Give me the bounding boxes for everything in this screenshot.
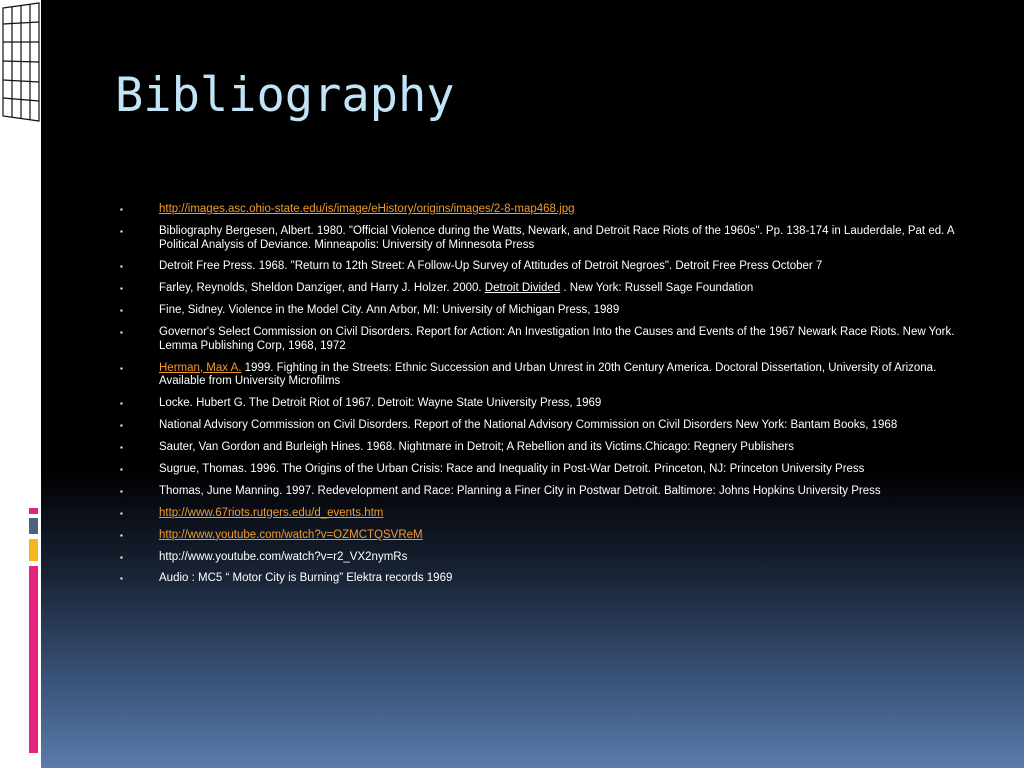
- reference-link[interactable]: http://www.67riots.rutgers.edu/d_events.htm: [159, 506, 384, 519]
- accent-bar-pink-small: [29, 508, 38, 514]
- bullet-icon: ▪: [120, 226, 123, 236]
- reference-item: [120, 304, 970, 318]
- reference-text-before: Farley, Reynolds, Sheldon Danziger, and Harry J. Holzer. 2000.: [159, 282, 485, 295]
- bullet-icon: ▪: [120, 284, 123, 294]
- reference-item: [120, 419, 970, 433]
- accent-bar-yellow: [29, 539, 38, 561]
- reference-item[interactable]: [120, 203, 970, 217]
- reference-item: [120, 441, 970, 455]
- reference-item: [120, 225, 970, 252]
- bullet-icon: ▪: [120, 421, 123, 431]
- reference-link[interactable]: http://www.youtube.com/watch?v=OZMCTQSVReM: [159, 528, 423, 541]
- reference-text: Locke. Hubert G. The Detroit Riot of 1967. Detroit: Wayne State University Press, 1969: [159, 397, 602, 410]
- bullet-icon: ▪: [120, 399, 123, 409]
- reference-text: Sauter, Van Gordon and Burleigh Hines. 1968. Nightmare in Detroit; A Rebellion and its Victims.Chicago: Regnery Publishers: [159, 441, 794, 454]
- bullet-icon: ▪: [120, 530, 123, 540]
- bullet-icon: ▪: [120, 262, 123, 272]
- reference-text: National Advisory Commission on Civil Disorders. Report of the National Advisory Commission on Civil Disorders New York: Bantam Books, 1968: [159, 419, 898, 432]
- accent-bar-gray: [29, 518, 38, 534]
- reference-item: [120, 551, 970, 565]
- bullet-icon: ▪: [120, 306, 123, 316]
- bullet-icon: ▪: [120, 552, 123, 562]
- bullet-icon: ▪: [120, 486, 123, 496]
- reference-text: Sugrue, Thomas. 1996. The Origins of the Urban Crisis: Race and Inequality in Post-War Detroit. Princeton, NJ: Princeton University Press: [159, 463, 865, 476]
- reference-item: [120, 397, 970, 411]
- reference-underlined-title: Detroit Divided: [484, 282, 561, 295]
- reference-item: [120, 485, 970, 499]
- accent-bar-pink-tall: [29, 566, 38, 753]
- reference-text: http://www.youtube.com/watch?v=r2_VX2nymRs: [159, 550, 408, 563]
- window-grid-icon: [1, 2, 41, 122]
- reference-item: [120, 362, 970, 389]
- reference-link[interactable]: Herman, Max A.: [159, 361, 242, 374]
- bullet-icon: ▪: [120, 328, 123, 338]
- bullet-icon: ▪: [120, 443, 123, 453]
- reference-item: [120, 463, 970, 477]
- bullet-icon: ▪: [120, 508, 123, 518]
- reference-item: [120, 572, 970, 586]
- reference-item: [120, 260, 970, 274]
- reference-text: Fine, Sidney. Violence in the Model City. Ann Arbor, MI: University of Michigan Press, 1989: [159, 304, 620, 317]
- bibliography-list: [120, 203, 970, 594]
- bullet-icon: ▪: [120, 363, 123, 373]
- reference-text: Audio : MC5 “ Motor City is Burning” Elektra records 1969: [159, 572, 453, 585]
- reference-item[interactable]: [120, 507, 970, 521]
- reference-link[interactable]: http://images.asc.ohio-state.edu/is/image/eHistory/origins/images/2-8-map468.jpg: [159, 203, 575, 215]
- reference-item[interactable]: [120, 529, 970, 543]
- bullet-icon: ▪: [120, 465, 123, 475]
- bullet-icon: ▪: [120, 574, 123, 584]
- reference-item: [120, 326, 970, 353]
- reference-text-after: 1999. Fighting in the Streets: Ethnic Succession and Urban Unrest in 20th Century America. Doctoral Dissertation, University of Arizona. Available from University Microfilms: [159, 361, 937, 388]
- bullet-icon: ▪: [120, 205, 123, 214]
- reference-text: Thomas, June Manning. 1997. Redevelopment and Race: Planning a Finer City in Postwar Detroit. Baltimore: Johns Hopkins University Press: [159, 484, 881, 497]
- reference-item: [120, 282, 970, 296]
- reference-text-after: . New York: Russell Sage Foundation: [560, 282, 754, 295]
- reference-text: Detroit Free Press. 1968. "Return to 12th Street: A Follow-Up Survey of Attitudes of Detroit Negroes". Detroit Free Press October 7: [159, 260, 823, 273]
- page-title: Bibliography: [115, 68, 455, 123]
- reference-text: Governor's Select Commission on Civil Disorders. Report for Action: An Investigation Into the Causes and Events of the 1967 Newark Race Riots. New York. Lemma Publishing Corp, 1968, 1972: [159, 326, 955, 352]
- reference-text: Bibliography Bergesen, Albert. 1980. "Official Violence during the Watts, Newark, and Detroit Race Riots of the 1960s". Pp. 138-174 in Lauderdale, Pat ed. A Political Analysis of Deviance. Minneapolis: University of Minnesota Press: [159, 224, 954, 251]
